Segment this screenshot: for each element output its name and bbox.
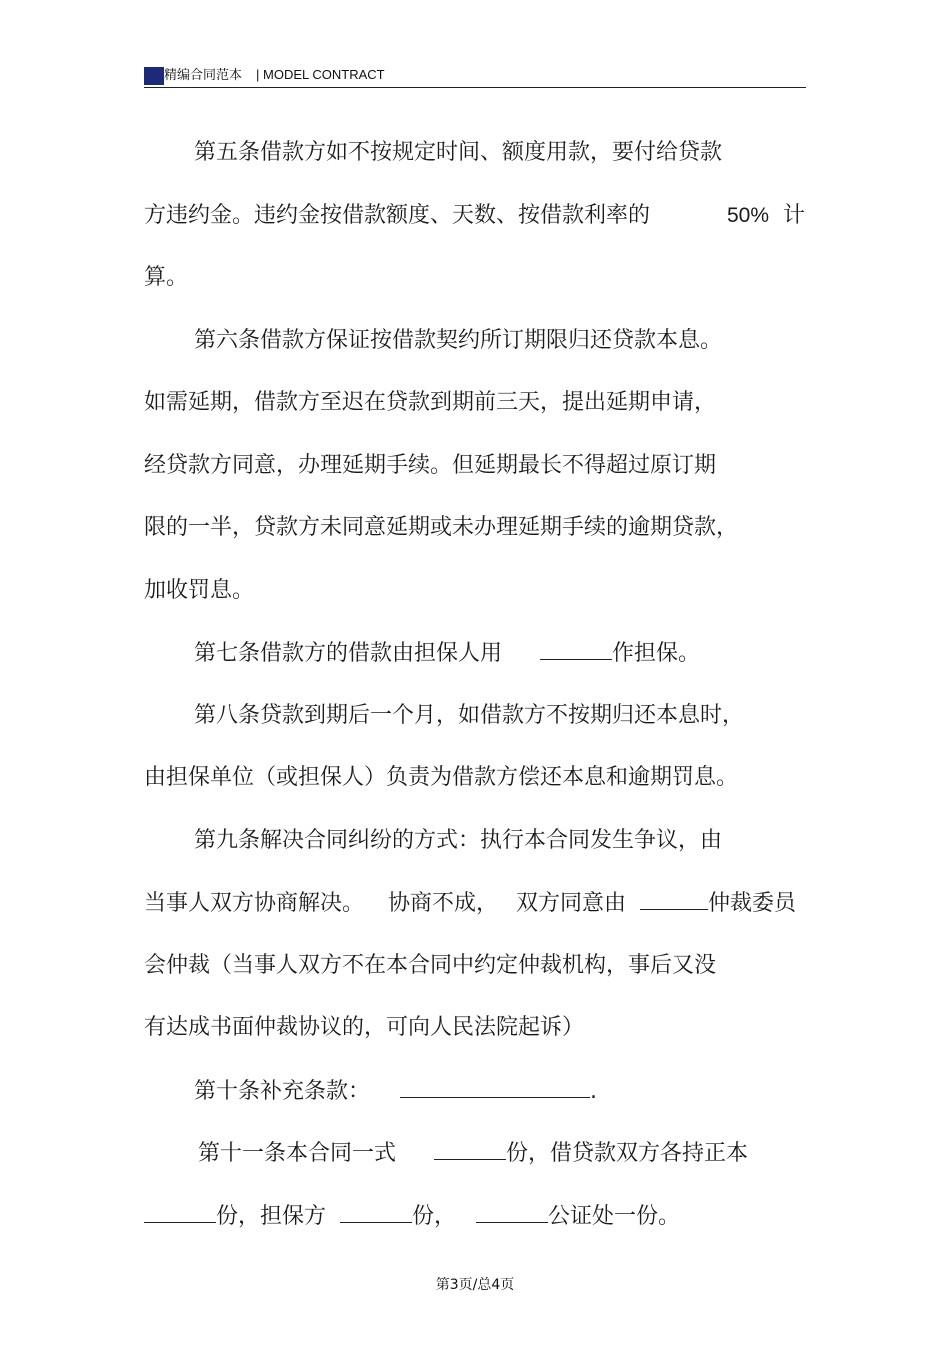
clause-11-text-d: 份， (412, 1204, 457, 1229)
clause-6-line-3: 经贷款方同意，办理延期手续。但延期最长不得超过原订期 (144, 453, 717, 478)
clause-8-line-1: 第八条贷款到期后一个月，如借款方不按期归还本息时， (194, 703, 745, 728)
clause-5-line-3: 算。 (144, 265, 189, 290)
arbitration-blank (640, 889, 708, 910)
originals-blank (144, 1202, 216, 1223)
clause-5-line-2-text: 方违约金。违约金按借款额度、天数、按借款利率的 (144, 203, 651, 228)
clause-11-text-c: 份，担保方 (216, 1204, 327, 1229)
clause-7-text-end: 作担保。 (612, 641, 701, 666)
clause-8-line-2: 由担保单位（或担保人）负责为借款方偿还本息和逾期罚息。 (144, 765, 739, 790)
clause-5-line-2-end: 计 (783, 203, 806, 228)
clause-9-line-4: 有达成书面仲裁协议的，可向人民法院起诉） (144, 1015, 585, 1040)
header-right-text: | MODEL CONTRACT (256, 67, 385, 82)
header-left-text: 精编合同范本 (164, 68, 243, 83)
clause-6-line-4: 限的一半，贷款方未同意延期或未办理延期手续的逾期贷款， (144, 515, 739, 540)
notary-blank (476, 1202, 548, 1223)
clause-11-line-1 (198, 1139, 748, 1168)
clause-9-text-a: 当事人双方协商解决。 (144, 891, 365, 916)
clause-7-line-1 (194, 639, 700, 668)
page-number: 第3页/总4页 (435, 1277, 515, 1293)
guarantee-blank (540, 639, 612, 660)
clause-9-line-2 (144, 889, 796, 918)
clause-9-text-b: 协商不成， (388, 891, 499, 916)
clause-10-line-1 (194, 1077, 597, 1106)
clause-9-line-3: 会仲裁（当事人双方不在本合同中约定仲裁机构，事后又没 (144, 953, 717, 978)
header-title (164, 67, 385, 84)
clause-7-text: 第七条借款方的借款由担保人用 (194, 641, 503, 666)
clause-5-line-2 (144, 202, 650, 230)
page-header (144, 64, 806, 88)
clause-6-line-2: 如需延期，借款方至迟在贷款到期前三天，提出延期申请， (144, 390, 717, 415)
clause-11-text-a: 第十一条本合同一式 (198, 1141, 397, 1166)
clause-11-text-b: 份，借贷款双方各持正本 (506, 1141, 749, 1166)
clause-9-text-c: 双方同意由 (516, 891, 627, 916)
clause-6-line-5: 加收罚息。 (144, 578, 255, 603)
clause-6-line-1: 第六条借款方保证按借款契约所订期限归还贷款本息。 (194, 328, 723, 353)
logo-square-icon (144, 67, 164, 85)
clause-11-line-2 (144, 1202, 680, 1231)
supplement-blank (400, 1077, 590, 1098)
clause-5-percent: 50% (727, 204, 770, 227)
guarantor-copies-blank (340, 1202, 412, 1223)
clause-5-line-1: 第五条借款方如不按规定时间、额度用款，要付给贷款 (194, 140, 723, 165)
clause-10-text: 第十条补充条款： (194, 1079, 371, 1104)
clause-10-end: . (590, 1079, 598, 1104)
clause-11-text-e: 公证处一份。 (548, 1204, 681, 1229)
copies-blank (434, 1139, 506, 1160)
clause-9-line-1: 第九条解决合同纠纷的方式：执行本合同发生争议，由 (194, 828, 723, 853)
clause-9-text-d: 仲裁委员 (708, 891, 797, 916)
